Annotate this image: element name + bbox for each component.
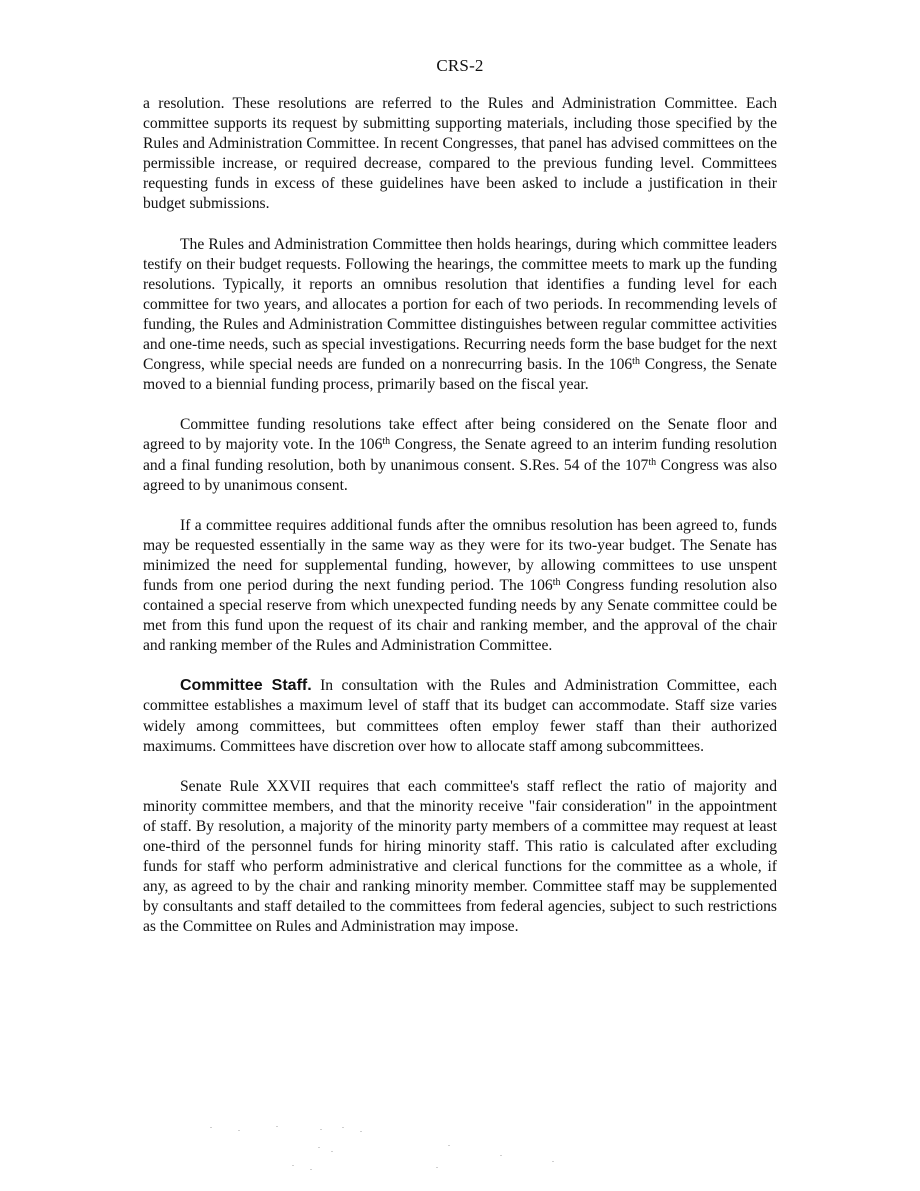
speckle-dot [552,1161,554,1162]
speckle-dot [320,1129,322,1130]
speckle-dot [342,1127,344,1128]
ordinal-suffix: th [632,356,640,368]
ordinal-suffix: th [648,456,657,468]
page-body [143,94,777,957]
speckle-dot [500,1155,502,1156]
paragraph-text: Congress, the Senate agreed to an interim funding resolution and a final funding resolution, both by unanimous consent. S.Res. 54 of the 107 [143,436,777,474]
scan-speckle [200,1125,620,1175]
ordinal-suffix: th [552,576,561,588]
speckle-dot [310,1169,312,1170]
speckle-dot [292,1165,294,1166]
paragraph-text: Senate Rule XXVII requires that each committee's staff reflect the ratio of majority and minority committee members, and that the minority receive "fair consideration" in the appointment of staff. By resolution, a majority of the minority party members of a committee may request at least one-third of the personnel funds for hiring minority staff. This ratio is calculated after excluding funds for staff who perform administrative and clerical functions for the committee as a whole, if any, as agreed to by the chair and ranking minority member. Committee staff may be supplemented by consultants and staff detailed to the committees from federal agencies, subject to such restrictions as the Committee on Rules and Administration may impose. [143,777,777,936]
speckle-dot [210,1127,212,1128]
paragraph-text: The Rules and Administration Committee then holds hearings, during which committee leaders testify on their budget requests. Following the hearings, the committee meets to mark up the funding resolutions. Typically, it reports an omnibus resolution that identifies a funding level for each committee for two years, and allocates a portion for each of two periods. In recommending levels of funding, the Rules and Administration Committee distinguishes between regular committee activities and one-time needs, such as special investigations. Recurring needs form the base budget for the next Congress, while special needs are funded on a nonrecurring basis. In the 106 [143,235,777,374]
ordinal-suffix: th [382,436,391,448]
paragraph-hearings [143,235,777,396]
speckle-dot [318,1147,320,1148]
paragraph-additional-funds [143,516,777,657]
speckle-dot [436,1167,438,1168]
paragraph-text: Congress was also agreed to by unanimous consent. [143,456,778,494]
speckle-dot [238,1130,240,1131]
page-header [0,56,920,76]
paragraph-continuation [143,94,777,215]
speckle-dot [331,1151,333,1152]
paragraph-text: Committee funding resolutions take effect after being considered on the Senate floor and agreed to by majority vote. In the 106 [143,416,777,454]
speckle-dot [448,1145,450,1146]
paragraph-text: If a committee requires additional funds after the omnibus resolution has been agreed to, funds may be requested essentially in the same way as they were for its two-year budget. The Senate has minimized the need for supplemental funding, however, by allowing committees to use unspent funds from one period during the next funding period. The 106 [143,516,777,594]
page-label: CRS-2 [436,56,484,75]
paragraph-rule-xxvii [143,777,777,938]
paragraph-text: Congress, the Senate moved to a biennial funding process, primarily based on the fiscal year. [143,356,777,394]
speckle-dot [276,1126,278,1127]
paragraph-committee-staff [143,676,777,756]
speckle-dot [360,1131,362,1132]
paragraph-text: a resolution. These resolutions are referred to the Rules and Administration Committee. Each committee supports its request by submitting supporting materials, including those specified by the Rules and Administration Committee. In recent Congresses, that panel has advised committees on the permissible increase, or required decrease, compared to the previous funding level. Committees requesting funds in excess of these guidelines have been asked to include a justification in their budget submissions. [143,95,777,213]
section-heading: Committee Staff. [180,677,312,695]
paragraph-text: Congress funding resolution also contained a special reserve from which unexpected funding needs by any Senate committee could be met from this fund upon the request of its chair and ranking member, and the approval of the chair and ranking member of the Rules and Administration Committee. [143,576,777,655]
paragraph-text: In consultation with the Rules and Administration Committee, each committee establishes a maximum level of staff that its budget can accommodate. Staff size varies widely among committees, but committees often employ fewer staff than their authorized maximums. Committees have discretion over how to allocate staff among subcommittees. [143,677,777,755]
paragraph-floor-consideration [143,415,777,495]
